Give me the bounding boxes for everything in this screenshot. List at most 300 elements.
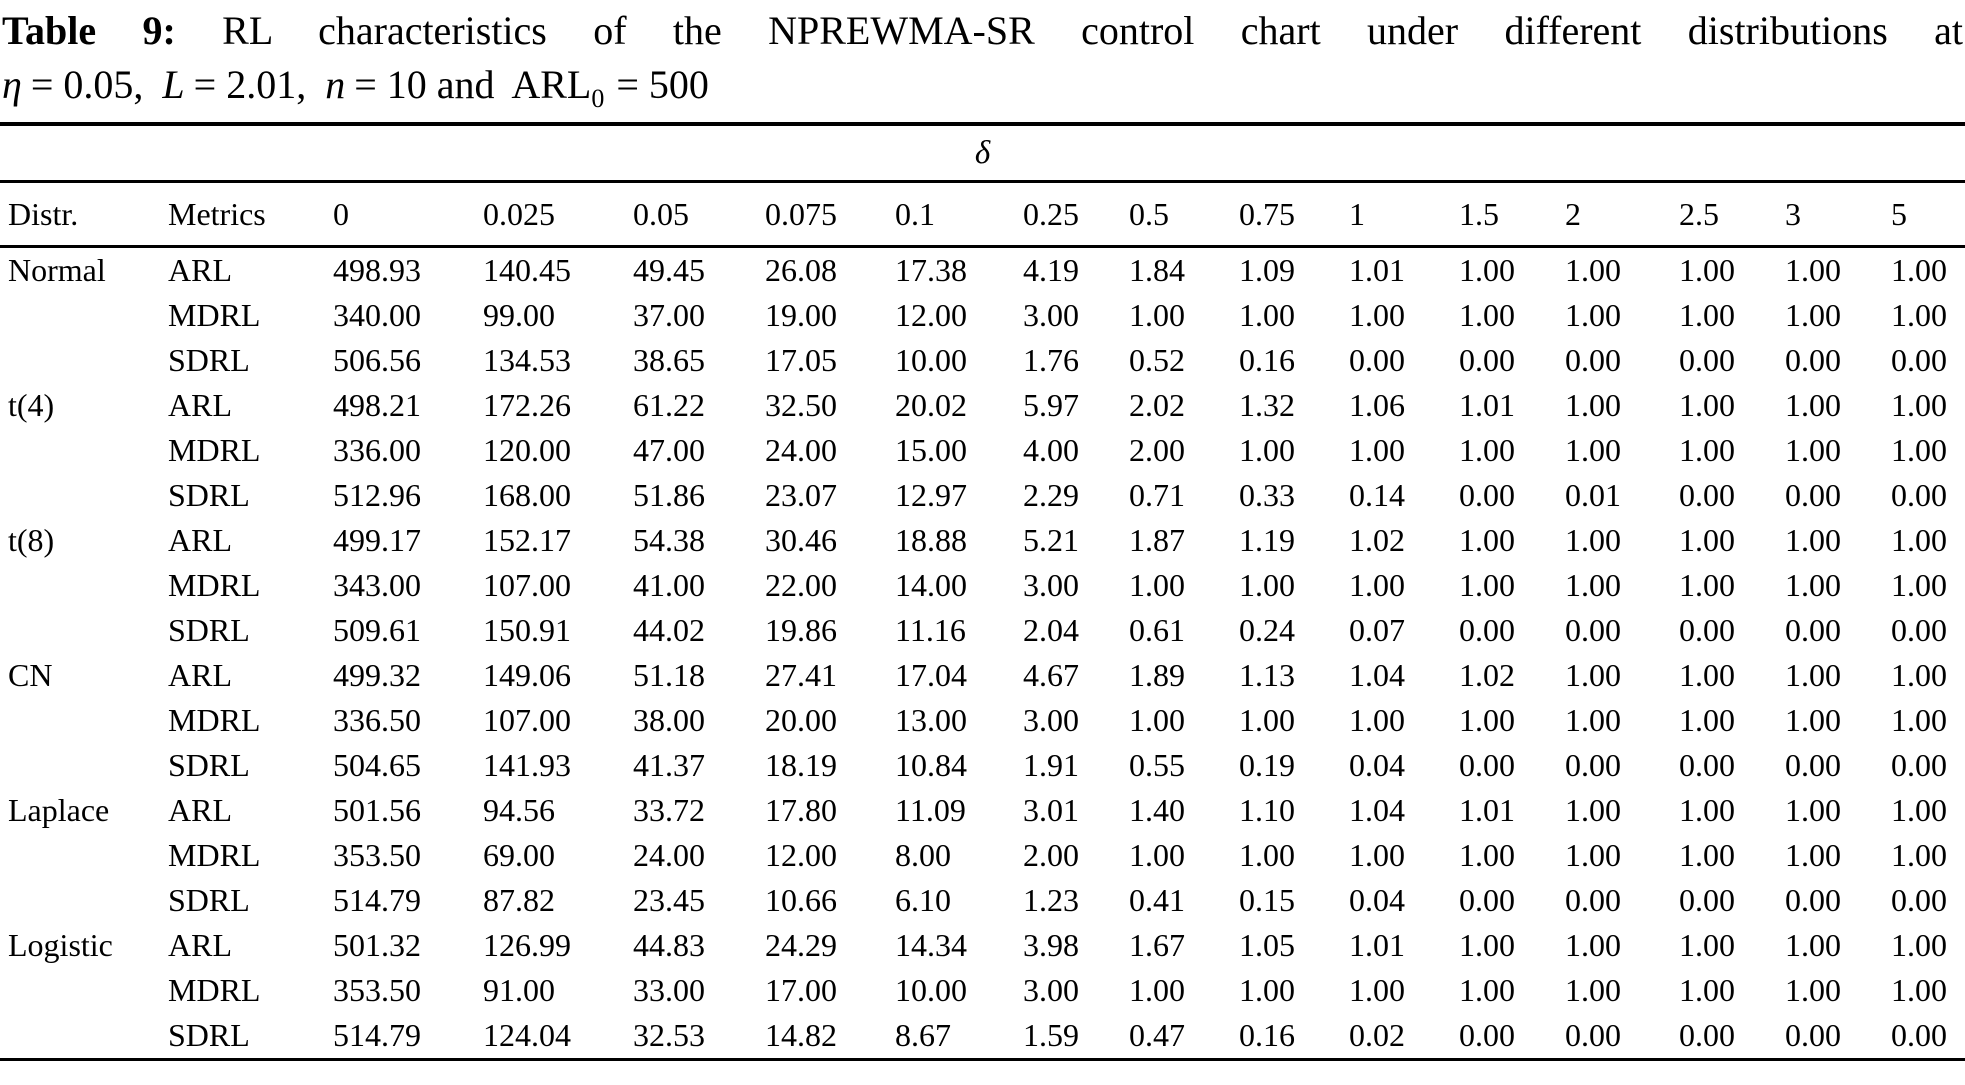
value-cell: 134.53 (483, 342, 571, 378)
value-cell: 1.00 (1679, 297, 1735, 333)
value-cell: 0.00 (1459, 747, 1515, 783)
metric-cell: ARL (168, 387, 232, 423)
value-cell: 11.09 (895, 792, 966, 828)
delta-column-header: 0.075 (765, 182, 895, 247)
value-cell: 1.00 (1785, 702, 1841, 738)
distribution-cell (0, 1013, 168, 1060)
value-cell: 1.00 (1785, 657, 1841, 693)
value-cell: 1.00 (1129, 702, 1185, 738)
value-cell: 107.00 (483, 702, 571, 738)
value-cell: 1.00 (1679, 702, 1735, 738)
value-cell: 0.00 (1785, 747, 1841, 783)
value-cell: 0.00 (1459, 612, 1515, 648)
value-cell: 0.00 (1891, 612, 1947, 648)
value-cell: 0.00 (1785, 882, 1841, 918)
value-cell: 1.01 (1349, 252, 1405, 288)
value-cell: 1.00 (1891, 522, 1947, 558)
value-cell: 44.02 (633, 612, 705, 648)
table-row (0, 383, 1965, 428)
distribution-cell (0, 608, 168, 653)
value-cell: 1.23 (1023, 882, 1079, 918)
delta-column-header: 0.05 (633, 182, 765, 247)
table-row (0, 788, 1965, 833)
value-cell: 1.00 (1565, 522, 1621, 558)
value-cell: 1.04 (1349, 792, 1405, 828)
value-cell: 1.00 (1785, 927, 1841, 963)
value-cell: 1.00 (1891, 837, 1947, 873)
value-cell: 1.00 (1565, 387, 1621, 423)
value-cell: 141.93 (483, 747, 571, 783)
value-cell: 3.01 (1023, 792, 1079, 828)
value-cell: 1.00 (1459, 522, 1515, 558)
distribution-cell: Logistic (8, 927, 113, 963)
value-cell: 1.01 (1459, 387, 1515, 423)
value-cell: 1.00 (1679, 522, 1735, 558)
value-cell: 501.56 (333, 792, 421, 828)
eta-value: = 0.05, (30, 62, 144, 107)
metric-cell: SDRL (168, 612, 250, 648)
value-cell: 1.00 (1891, 792, 1947, 828)
value-cell: 17.00 (765, 972, 837, 1008)
value-cell: 4.19 (1023, 252, 1079, 288)
value-cell: 61.22 (633, 387, 705, 423)
value-cell: 3.00 (1023, 972, 1079, 1008)
value-cell: 1.00 (1129, 972, 1185, 1008)
value-cell: 1.00 (1565, 792, 1621, 828)
L-symbol: L (162, 62, 185, 107)
value-cell: 498.93 (333, 252, 421, 288)
value-cell: 1.00 (1785, 567, 1841, 603)
value-cell: 1.00 (1459, 432, 1515, 468)
value-cell: 0.01 (1565, 477, 1621, 513)
value-cell: 0.00 (1891, 477, 1947, 513)
value-cell: 1.00 (1785, 432, 1841, 468)
value-cell: 124.04 (483, 1017, 571, 1053)
metric-cell: MDRL (168, 567, 261, 603)
value-cell: 14.34 (895, 927, 967, 963)
value-cell: 13.00 (895, 702, 967, 738)
value-cell: 1.00 (1891, 387, 1947, 423)
caption-line-1 (2, 4, 1963, 58)
delta-column-header: 0.025 (483, 182, 633, 247)
value-cell: 1.00 (1785, 387, 1841, 423)
value-cell: 1.00 (1785, 252, 1841, 288)
value-cell: 0.47 (1129, 1017, 1185, 1053)
value-cell: 336.00 (333, 432, 421, 468)
value-cell: 69.00 (483, 837, 555, 873)
value-cell: 24.00 (633, 837, 705, 873)
value-cell: 17.05 (765, 342, 837, 378)
value-cell: 0.00 (1679, 882, 1735, 918)
value-cell: 3.98 (1023, 927, 1079, 963)
distribution-cell (0, 338, 168, 383)
value-cell: 1.00 (1459, 567, 1515, 603)
value-cell: 499.17 (333, 522, 421, 558)
value-cell: 0.00 (1679, 1017, 1735, 1053)
value-cell: 1.00 (1459, 837, 1515, 873)
value-cell: 0.14 (1349, 477, 1405, 513)
value-cell: 1.00 (1891, 927, 1947, 963)
delta-column-header: 2.5 (1679, 182, 1785, 247)
value-cell: 1.00 (1459, 702, 1515, 738)
value-cell: 3.00 (1023, 297, 1079, 333)
value-cell: 4.67 (1023, 657, 1079, 693)
value-cell: 0.19 (1239, 747, 1295, 783)
distribution-cell: Laplace (8, 792, 110, 828)
value-cell: 1.00 (1459, 252, 1515, 288)
table-row (0, 653, 1965, 698)
value-cell: 2.04 (1023, 612, 1079, 648)
delta-column-header: 0.5 (1129, 182, 1239, 247)
value-cell: 6.10 (895, 882, 951, 918)
value-cell: 1.00 (1565, 927, 1621, 963)
value-cell: 1.00 (1239, 972, 1295, 1008)
distr-column-header: Distr. (0, 182, 168, 247)
value-cell: 107.00 (483, 567, 571, 603)
value-cell: 1.04 (1349, 657, 1405, 693)
value-cell: 14.00 (895, 567, 967, 603)
value-cell: 1.00 (1129, 837, 1185, 873)
value-cell: 1.00 (1679, 792, 1735, 828)
value-cell: 126.99 (483, 927, 571, 963)
value-cell: 1.00 (1129, 567, 1185, 603)
value-cell: 1.10 (1239, 792, 1295, 828)
value-cell: 149.06 (483, 657, 571, 693)
value-cell: 0.00 (1459, 1017, 1515, 1053)
table-number-label: Table 9: (2, 8, 176, 53)
value-cell: 51.18 (633, 657, 705, 693)
value-cell: 3.00 (1023, 702, 1079, 738)
value-cell: 1.00 (1679, 432, 1735, 468)
column-header-row (0, 182, 1965, 247)
value-cell: 30.46 (765, 522, 837, 558)
value-cell: 140.45 (483, 252, 571, 288)
value-cell: 1.00 (1239, 567, 1295, 603)
caption-text: RL characteristics of the NPREWMA-SR control chart under different distributions at (222, 8, 1963, 53)
value-cell: 1.00 (1239, 297, 1295, 333)
value-cell: 1.00 (1565, 252, 1621, 288)
value-cell: 514.79 (333, 1017, 421, 1053)
distribution-cell (0, 293, 168, 338)
value-cell: 15.00 (895, 432, 967, 468)
delta-span-row (0, 124, 1965, 182)
metrics-column-header: Metrics (168, 182, 333, 247)
delta-column-header: 0.25 (1023, 182, 1129, 247)
value-cell: 0.07 (1349, 612, 1405, 648)
value-cell: 87.82 (483, 882, 555, 918)
metric-cell: MDRL (168, 837, 261, 873)
value-cell: 0.00 (1785, 612, 1841, 648)
value-cell: 1.00 (1565, 657, 1621, 693)
value-cell: 20.02 (895, 387, 967, 423)
value-cell: 41.37 (633, 747, 705, 783)
value-cell: 1.00 (1891, 567, 1947, 603)
value-cell: 0.15 (1239, 882, 1295, 918)
delta-column-header: 0.75 (1239, 182, 1349, 247)
value-cell: 14.82 (765, 1017, 837, 1053)
value-cell: 1.89 (1129, 657, 1185, 693)
distribution-cell (0, 563, 168, 608)
value-cell: 1.00 (1891, 432, 1947, 468)
value-cell: 0.00 (1565, 747, 1621, 783)
value-cell: 1.00 (1565, 702, 1621, 738)
delta-column-header: 5 (1891, 182, 1965, 247)
value-cell: 1.87 (1129, 522, 1185, 558)
metric-cell: SDRL (168, 1017, 250, 1053)
rl-characteristics-table (0, 122, 1965, 1061)
value-cell: 54.38 (633, 522, 705, 558)
value-cell: 2.29 (1023, 477, 1079, 513)
metric-cell: MDRL (168, 972, 261, 1008)
value-cell: 1.00 (1239, 837, 1295, 873)
value-cell: 1.40 (1129, 792, 1185, 828)
table-row (0, 428, 1965, 473)
value-cell: 1.00 (1785, 522, 1841, 558)
table-row (0, 1013, 1965, 1060)
value-cell: 18.88 (895, 522, 967, 558)
value-cell: 0.33 (1239, 477, 1295, 513)
value-cell: 1.84 (1129, 252, 1185, 288)
distribution-cell (0, 698, 168, 743)
value-cell: 499.32 (333, 657, 421, 693)
value-cell: 1.00 (1349, 297, 1405, 333)
value-cell: 38.00 (633, 702, 705, 738)
distribution-cell: Normal (8, 252, 106, 288)
metric-cell: ARL (168, 657, 232, 693)
value-cell: 2.02 (1129, 387, 1185, 423)
L-value: = 2.01, (193, 62, 307, 107)
value-cell: 0.00 (1459, 477, 1515, 513)
value-cell: 1.00 (1679, 252, 1735, 288)
table-caption (0, 0, 1965, 112)
value-cell: 1.00 (1239, 432, 1295, 468)
metric-cell: MDRL (168, 297, 261, 333)
table-row (0, 923, 1965, 968)
value-cell: 33.72 (633, 792, 705, 828)
value-cell: 0.00 (1891, 342, 1947, 378)
value-cell: 1.13 (1239, 657, 1295, 693)
value-cell: 37.00 (633, 297, 705, 333)
value-cell: 1.00 (1565, 972, 1621, 1008)
value-cell: 12.97 (895, 477, 967, 513)
table-row (0, 743, 1965, 788)
value-cell: 509.61 (333, 612, 421, 648)
table-row (0, 698, 1965, 743)
delta-column-header: 0 (333, 182, 483, 247)
value-cell: 10.66 (765, 882, 837, 918)
value-cell: 23.07 (765, 477, 837, 513)
metric-cell: ARL (168, 927, 232, 963)
value-cell: 0.61 (1129, 612, 1185, 648)
value-cell: 0.00 (1565, 612, 1621, 648)
value-cell: 10.00 (895, 342, 967, 378)
metric-cell: MDRL (168, 432, 261, 468)
value-cell: 99.00 (483, 297, 555, 333)
value-cell: 506.56 (333, 342, 421, 378)
value-cell: 41.00 (633, 567, 705, 603)
value-cell: 8.67 (895, 1017, 951, 1053)
value-cell: 27.41 (765, 657, 837, 693)
value-cell: 24.00 (765, 432, 837, 468)
value-cell: 1.00 (1129, 297, 1185, 333)
value-cell: 1.00 (1679, 657, 1735, 693)
value-cell: 91.00 (483, 972, 555, 1008)
value-cell: 51.86 (633, 477, 705, 513)
delta-column-header: 0.1 (895, 182, 1023, 247)
table-row (0, 833, 1965, 878)
value-cell: 150.91 (483, 612, 571, 648)
table-row (0, 608, 1965, 653)
value-cell: 0.00 (1891, 1017, 1947, 1053)
value-cell: 12.00 (895, 297, 967, 333)
value-cell: 343.00 (333, 567, 421, 603)
value-cell: 0.41 (1129, 882, 1185, 918)
value-cell: 1.01 (1349, 927, 1405, 963)
value-cell: 1.00 (1349, 837, 1405, 873)
distribution-cell: t(4) (8, 387, 55, 423)
value-cell: 2.00 (1023, 837, 1079, 873)
value-cell: 1.19 (1239, 522, 1295, 558)
value-cell: 10.84 (895, 747, 967, 783)
value-cell: 512.96 (333, 477, 421, 513)
value-cell: 0.00 (1349, 342, 1405, 378)
value-cell: 1.00 (1349, 702, 1405, 738)
value-cell: 1.00 (1785, 792, 1841, 828)
distribution-cell (0, 833, 168, 878)
value-cell: 1.00 (1679, 837, 1735, 873)
delta-column-header: 1 (1349, 182, 1459, 247)
value-cell: 168.00 (483, 477, 571, 513)
value-cell: 1.00 (1679, 567, 1735, 603)
distribution-cell: CN (8, 657, 53, 693)
value-cell: 353.50 (333, 972, 421, 1008)
value-cell: 172.26 (483, 387, 571, 423)
value-cell: 11.16 (895, 612, 966, 648)
value-cell: 1.01 (1459, 792, 1515, 828)
value-cell: 44.83 (633, 927, 705, 963)
metric-cell: SDRL (168, 342, 250, 378)
delta-column-header: 2 (1565, 182, 1679, 247)
value-cell: 18.19 (765, 747, 837, 783)
value-cell: 120.00 (483, 432, 571, 468)
value-cell: 1.00 (1891, 657, 1947, 693)
value-cell: 0.04 (1349, 882, 1405, 918)
value-cell: 0.00 (1785, 1017, 1841, 1053)
value-cell: 498.21 (333, 387, 421, 423)
value-cell: 501.32 (333, 927, 421, 963)
delta-column-header: 1.5 (1459, 182, 1565, 247)
value-cell: 20.00 (765, 702, 837, 738)
value-cell: 1.00 (1349, 972, 1405, 1008)
value-cell: 1.00 (1565, 432, 1621, 468)
value-cell: 22.00 (765, 567, 837, 603)
value-cell: 2.00 (1129, 432, 1185, 468)
value-cell: 1.05 (1239, 927, 1295, 963)
value-cell: 0.16 (1239, 1017, 1295, 1053)
value-cell: 340.00 (333, 297, 421, 333)
value-cell: 17.04 (895, 657, 967, 693)
value-cell: 0.24 (1239, 612, 1295, 648)
value-cell: 0.00 (1459, 882, 1515, 918)
metric-cell: ARL (168, 792, 232, 828)
metric-cell: SDRL (168, 747, 250, 783)
value-cell: 0.00 (1891, 882, 1947, 918)
metric-cell: SDRL (168, 477, 250, 513)
value-cell: 19.86 (765, 612, 837, 648)
value-cell: 1.00 (1891, 702, 1947, 738)
value-cell: 0.04 (1349, 747, 1405, 783)
n-value: = 10 and (354, 62, 495, 107)
value-cell: 504.65 (333, 747, 421, 783)
value-cell: 0.55 (1129, 747, 1185, 783)
value-cell: 24.29 (765, 927, 837, 963)
value-cell: 0.52 (1129, 342, 1185, 378)
value-cell: 0.00 (1785, 342, 1841, 378)
arl-label: ARL (511, 62, 592, 107)
value-cell: 33.00 (633, 972, 705, 1008)
value-cell: 17.80 (765, 792, 837, 828)
value-cell: 0.00 (1679, 747, 1735, 783)
table-row (0, 878, 1965, 923)
eta-symbol: η (2, 62, 22, 107)
value-cell: 17.38 (895, 252, 967, 288)
value-cell: 1.00 (1565, 567, 1621, 603)
table-row (0, 473, 1965, 518)
arl-value: = 500 (616, 62, 709, 107)
value-cell: 1.91 (1023, 747, 1079, 783)
table-row (0, 563, 1965, 608)
value-cell: 1.00 (1349, 432, 1405, 468)
value-cell: 1.02 (1459, 657, 1515, 693)
value-cell: 5.97 (1023, 387, 1079, 423)
value-cell: 1.00 (1785, 837, 1841, 873)
value-cell: 1.00 (1239, 702, 1295, 738)
delta-header: δ (0, 124, 1965, 182)
value-cell: 10.00 (895, 972, 967, 1008)
value-cell: 1.00 (1349, 567, 1405, 603)
distribution-cell (0, 473, 168, 518)
value-cell: 1.00 (1785, 297, 1841, 333)
value-cell: 1.00 (1891, 972, 1947, 1008)
value-cell: 38.65 (633, 342, 705, 378)
value-cell: 1.09 (1239, 252, 1295, 288)
caption-line-2 (2, 58, 1963, 112)
value-cell: 32.50 (765, 387, 837, 423)
value-cell: 4.00 (1023, 432, 1079, 468)
value-cell: 0.00 (1459, 342, 1515, 378)
metric-cell: ARL (168, 252, 232, 288)
value-cell: 1.67 (1129, 927, 1185, 963)
value-cell: 1.59 (1023, 1017, 1079, 1053)
value-cell: 0.02 (1349, 1017, 1405, 1053)
value-cell: 3.00 (1023, 567, 1079, 603)
value-cell: 8.00 (895, 837, 951, 873)
n-symbol: n (325, 62, 346, 107)
value-cell: 23.45 (633, 882, 705, 918)
metric-cell: MDRL (168, 702, 261, 738)
value-cell: 0.00 (1679, 477, 1735, 513)
table-body (0, 247, 1965, 1060)
arl-subscript: 0 (591, 84, 605, 113)
distribution-cell: t(8) (8, 522, 55, 558)
value-cell: 0.16 (1239, 342, 1295, 378)
value-cell: 1.00 (1785, 972, 1841, 1008)
value-cell: 1.32 (1239, 387, 1295, 423)
value-cell: 12.00 (765, 837, 837, 873)
value-cell: 0.00 (1565, 1017, 1621, 1053)
value-cell: 1.00 (1565, 297, 1621, 333)
metric-cell: SDRL (168, 882, 250, 918)
